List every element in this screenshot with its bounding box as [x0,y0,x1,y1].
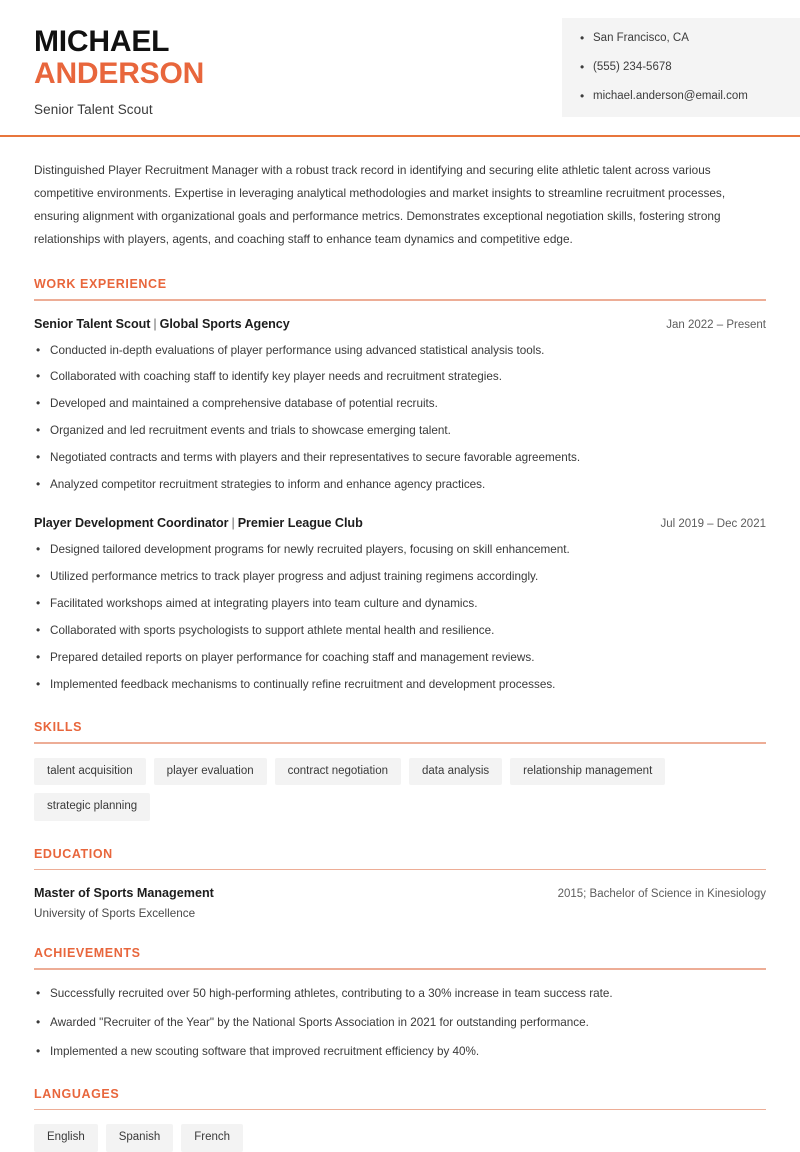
achievement-bullet: • Successfully recruited over 50 high-performing athletes, contributing to a 30% increase in team success rate. [34,986,766,1003]
contact-location-text: San Francisco, CA [593,32,689,44]
section-divider [34,869,766,871]
section-divider [34,742,766,744]
section-title-skills: SKILLS [34,720,83,735]
contact-location [580,32,788,46]
contact-email-text: michael.anderson@email.com [593,89,748,102]
skill-chip: strategic planning [34,793,150,821]
first-name: MICHAEL [34,25,170,58]
section-divider [34,299,766,301]
experience-bullet: • Organized and led recruitment events and trials to showcase emerging talent. [34,423,766,440]
section-languages [34,1087,766,1152]
identity-block [0,0,204,117]
experience-bullet-list [34,542,766,694]
experience-bullet: • Developed and maintained a comprehensive database of potential recruits. [34,396,766,413]
experience-role: Player Development Coordinator [34,516,229,531]
skill-chip: contract negotiation [275,758,401,786]
skills-chip-list [34,758,766,821]
experience-bullet-list [34,343,766,495]
resume-header [0,0,800,137]
skill-chip: player evaluation [154,758,267,786]
achievements-bullet-list [34,986,766,1061]
section-title-work-experience: WORK EXPERIENCE [34,277,167,291]
languages-chip-list [34,1124,766,1152]
education-school: University of Sports Excellence [34,907,196,921]
section-title-languages: LANGUAGES [34,1086,120,1101]
role-company-separator: | [153,316,157,331]
language-chip: English [34,1124,98,1152]
experience-role: Senior Talent Scout [34,316,151,331]
achievement-bullet: • Implemented a new scouting software that improved recruitment efficiency by 40%. [34,1044,766,1061]
section-achievements [34,946,766,1060]
experience-bullet: • Prepared detailed reports on player performance for coaching staff and management reviews. [34,650,766,667]
experience-role-company [34,317,290,331]
experience-company: Global Sports Agency [159,316,290,331]
experience-bullet: • Implemented feedback mechanisms to continually refine recruitment and development processes. [34,677,766,694]
section-education [34,847,766,921]
professional-summary: Distinguished Player Recruitment Manager with a robust track record in identifying and securing elite athletic talent across various competitive environments. Expertise in leveraging analytical methodologies and market insights to streamline recruitment processes, ensuring alignment with organizational goals and performance metrics. Demonstrates exceptional negotiation skills, fostering strong relationships with players, agents, and coaching staff to enhance team dynamics and competitive edge. [34,163,726,246]
experience-bullet: • Analyzed competitor recruitment strategies to inform and enhance agency practices. [34,477,766,494]
experience-company: Premier League Club [237,516,363,531]
section-title-achievements: ACHIEVEMENTS [34,946,141,961]
experience-bullet: • Collaborated with sports psychologists to support athlete mental health and resilience. [34,623,766,640]
education-degree: Master of Sports Management [34,886,214,901]
achievement-bullet: • Awarded "Recruiter of the Year" by the National Sports Association in 2021 for outstanding performance. [34,1015,766,1032]
experience-date: Jul 2019 – Dec 2021 [660,518,766,531]
experience-bullet: • Utilized performance metrics to track player progress and adjust training regimens accordingly. [34,569,766,586]
job-title: Senior Talent Scout [34,101,153,117]
section-divider [34,968,766,970]
language-chip: Spanish [106,1124,174,1152]
experience-entry [34,516,766,694]
section-title-education: EDUCATION [34,846,113,861]
skill-chip: talent acquisition [34,758,146,786]
contact-box [562,18,800,117]
role-company-separator: | [231,516,235,531]
language-chip: French [181,1124,243,1152]
experience-bullet: • Designed tailored development programs for newly recruited players, focusing on skill enhancement. [34,542,766,559]
experience-bullet: • Facilitated workshops aimed at integrating players into team culture and dynamics. [34,596,766,613]
contact-phone[interactable] [580,61,788,75]
skill-chip: data analysis [409,758,502,786]
section-divider [34,1109,766,1111]
experience-bullet: • Conducted in-depth evaluations of player performance using advanced statistical analysis tools. [34,343,766,360]
section-skills [34,720,766,821]
contact-email[interactable] [580,90,788,104]
last-name: ANDERSON [34,56,205,90]
experience-date: Jan 2022 – Present [666,318,766,331]
experience-entry [34,317,766,495]
experience-bullet: • Negotiated contracts and terms with players and their representatives to secure favorable agreements. [34,450,766,467]
education-meta: 2015; Bachelor of Science in Kinesiology [557,888,766,901]
skill-chip: relationship management [510,758,665,786]
header-divider [0,135,800,137]
education-entry [34,886,766,920]
experience-role-company [34,516,363,530]
section-work-experience [34,277,766,694]
experience-bullet: • Collaborated with coaching staff to identify key player needs and recruitment strategies. [34,369,766,386]
contact-phone-text: (555) 234-5678 [593,60,672,73]
